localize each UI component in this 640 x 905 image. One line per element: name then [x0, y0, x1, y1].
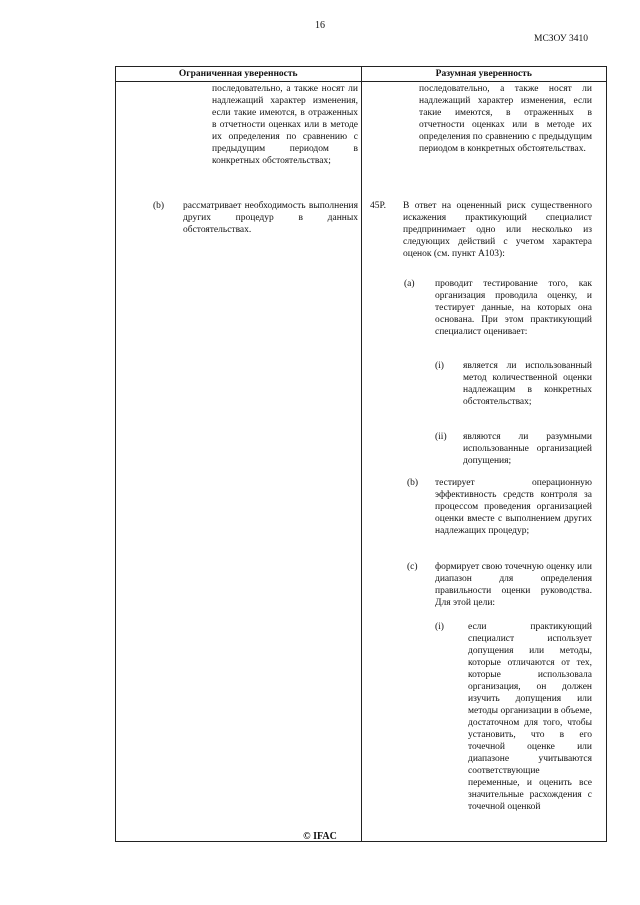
item-b-label: (b): [407, 478, 419, 488]
footer-copyright: © IFAC: [303, 831, 337, 842]
item-b-text: тестирует операционную эффективность средств контроля за процессом проведения организацией оценки вместе с выполнением других надлежащих процедур;: [435, 478, 592, 536]
paragraph-number: 45Р.: [370, 201, 386, 211]
item-a-i-text: является ли использованный метод количественной оценки надлежащим в конкретных обстоятельствах;: [463, 361, 592, 407]
column-divider: [361, 81, 362, 841]
item-a-label: (a): [404, 279, 415, 289]
item-c-text: формирует свою точечную оценку или диапазон для определения правильности оценки руководства. Для этой цели:: [435, 562, 592, 608]
item-c-label: (c): [407, 562, 418, 572]
item-c-i-label: (i): [435, 622, 444, 632]
left-item-b-text: рассматривает необходимость выполнения других процедур в данных обстоятельствах.: [183, 201, 358, 235]
right-continuation-text: последовательно, а также носят ли надлежащий характер изменения, если такие имеются, в отраженных в отчетности оценках или в методе их определения по сравнению с предыдущим периодом в конкретных обстоятельствах.: [419, 84, 592, 154]
comparison-table: [115, 66, 607, 842]
item-a-ii-text: являются ли разумными использованные организацией допущения;: [463, 432, 592, 466]
left-item-b-label: (b): [153, 201, 165, 211]
header-limited-assurance: Ограниченная уверенность: [116, 67, 362, 81]
paragraph-text: В ответ на оцененный риск существенного искажения практикующий специалист предпринимает одно или несколько из следующих действий с учетом характера оценок (см. пункт А103):: [403, 201, 592, 259]
table-header: [116, 67, 606, 82]
item-a-i-label: (i): [435, 361, 444, 371]
item-a-text: проводит тестирование того, как организация проводила оценку, и тестирует данные, на которых она основана. При этом практикующий специалист оценивает:: [435, 279, 592, 337]
left-continuation-text: последовательно, а также носят ли надлежащий характер изменения, если такие имеются, в отраженных в отчетности оценках или в методе их определения по сравнению с предыдущим периодом в конкретных обстоятельствах;: [212, 84, 358, 166]
document-code: МСЗОУ 3410: [534, 34, 588, 44]
header-reasonable-assurance: Разумная уверенность: [435, 69, 532, 79]
item-a-ii-label: (ii): [435, 432, 447, 442]
page-number: 16: [315, 20, 325, 31]
item-c-i-text: если практикующий специалист использует допущения или методы, которые отличаются от тех, которые использовала организация, он должен изучить допущения или методы организации в объеме, достаточном для того, чтобы установить, что в его точечной оценке или диапазоне учитываются соответствующие переменные, и оценить все значительные расхождения с точечной оценкой: [468, 622, 592, 812]
